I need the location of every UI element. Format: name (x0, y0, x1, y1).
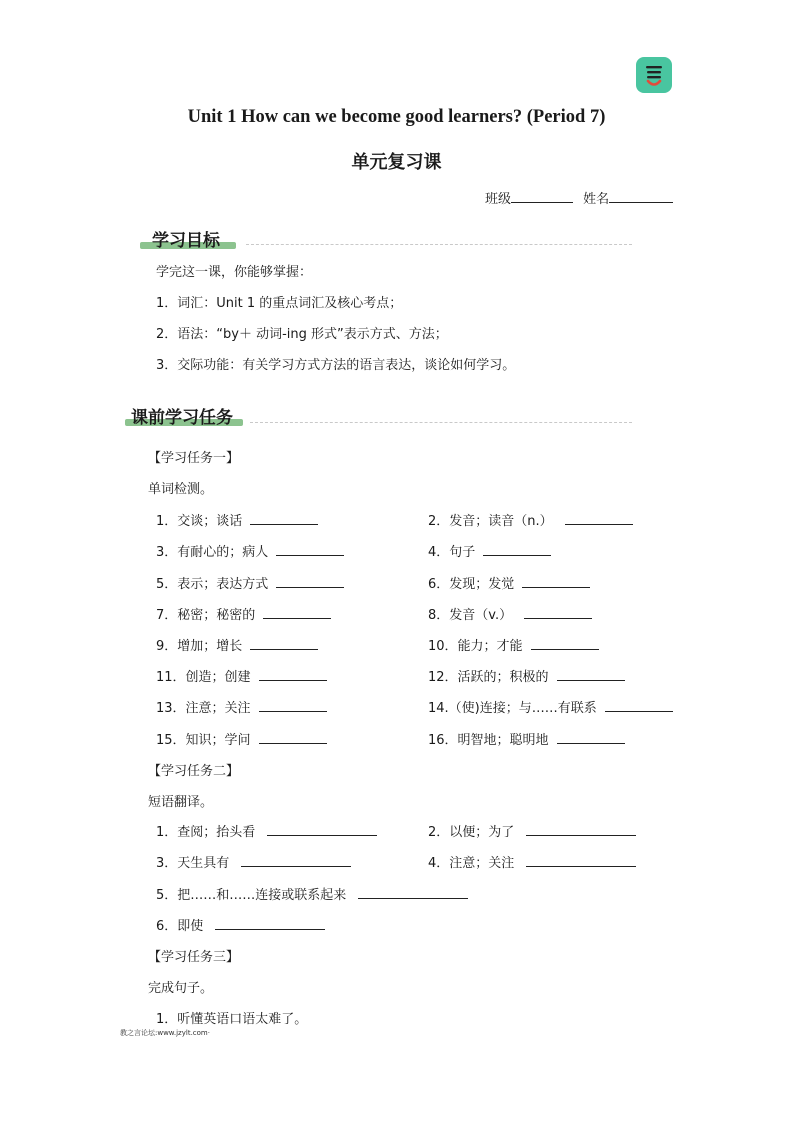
name-label: 姓名 (583, 192, 610, 207)
answer-blank[interactable] (565, 512, 633, 525)
answer-blank[interactable] (531, 637, 599, 650)
vocab-item: 1．交谈；谈话 (156, 510, 318, 529)
sentence-item: 1．听懂英语口语太难了。 (156, 1012, 308, 1027)
vocab-item: 15．知识；学问 (156, 729, 327, 748)
answer-blank[interactable] (522, 575, 590, 588)
answer-blank[interactable] (250, 512, 318, 525)
answer-blank[interactable] (259, 699, 327, 712)
name-blank[interactable] (609, 190, 673, 203)
answer-blank[interactable] (241, 854, 351, 867)
section-divider (246, 244, 632, 245)
answer-blank[interactable] (605, 699, 673, 712)
answer-blank[interactable] (276, 575, 344, 588)
vocab-item: 6．发现；发觉 (428, 573, 590, 592)
answer-blank[interactable] (259, 731, 327, 744)
vocab-item: 10．能力；才能 (428, 635, 599, 654)
phrase-item: 2．以便；为了 (428, 821, 636, 840)
page-subtitle: 单元复习课 (351, 152, 442, 173)
vocab-item: 4．句子 (428, 541, 551, 560)
objective-item: 1．词汇：Unit 1 的重点词汇及核心考点； (156, 296, 403, 311)
phrase-item: 1．查阅；抬头看 (156, 821, 377, 840)
objective-item: 2．语法：“by＋ 动词-ing 形式”表示方式、方法； (156, 327, 448, 342)
objectives-intro: 学完这一课，你能够掌握： (156, 265, 313, 280)
vocab-item: 2．发音；读音（n.） (428, 510, 633, 529)
answer-blank[interactable] (267, 823, 377, 836)
objective-item: 3．交际功能：有关学习方式方法的语言表达，谈论如何学习。 (156, 358, 516, 373)
vocab-item: 5．表示；表达方式 (156, 573, 344, 592)
answer-blank[interactable] (483, 543, 551, 556)
answer-blank[interactable] (250, 637, 318, 650)
vocab-item: 3．有耐心的；病人 (156, 541, 344, 560)
vocab-item: 12．活跃的；积极的 (428, 666, 625, 685)
vocab-item: 7．秘密；秘密的 (156, 604, 331, 623)
class-blank[interactable] (511, 190, 573, 203)
vocab-item: 14.（使)连接；与……有联系 (428, 697, 673, 716)
section-heading-objectives: 学习目标 (152, 231, 220, 251)
vocab-item: 9．增加；增长 (156, 635, 318, 654)
task-instruction: 完成句子。 (148, 981, 214, 996)
phrase-item: 3．天生具有 (156, 852, 351, 871)
answer-blank[interactable] (524, 606, 592, 619)
vocab-item: 11．创造；创建 (156, 666, 327, 685)
answer-blank[interactable] (526, 854, 636, 867)
task-label: 【学习任务二】 (148, 764, 240, 779)
page-title: Unit 1 How can we become good learners? (Period 7) (187, 107, 606, 127)
class-name-line (485, 188, 673, 207)
answer-blank[interactable] (557, 731, 625, 744)
speech-bubble-icon (636, 57, 672, 93)
task-instruction: 单词检测。 (148, 482, 214, 497)
phrase-item: 6．即使 (156, 915, 325, 934)
answer-blank[interactable] (259, 668, 327, 681)
task-label: 【学习任务一】 (148, 451, 240, 466)
vocab-item: 16．明智地；聪明地 (428, 729, 625, 748)
task-instruction: 短语翻译。 (148, 795, 214, 810)
answer-blank[interactable] (263, 606, 331, 619)
answer-blank[interactable] (358, 886, 468, 899)
vocab-item: 8．发音（v.） (428, 604, 592, 623)
answer-blank[interactable] (557, 668, 625, 681)
answer-blank[interactable] (526, 823, 636, 836)
answer-blank[interactable] (215, 917, 325, 930)
class-label: 班级 (485, 192, 512, 207)
footer-watermark: 教之言论坛:www.jzylt.com· (120, 1029, 210, 1037)
phrase-item: 4．注意；关注 (428, 852, 636, 871)
answer-blank[interactable] (276, 543, 344, 556)
section-heading-pre-class-tasks: 课前学习任务 (131, 408, 233, 428)
task-label: 【学习任务三】 (148, 950, 240, 965)
vocab-item: 13．注意；关注 (156, 697, 327, 716)
phrase-item: 5．把……和……连接或联系起来 (156, 884, 468, 903)
section-divider (250, 422, 632, 423)
